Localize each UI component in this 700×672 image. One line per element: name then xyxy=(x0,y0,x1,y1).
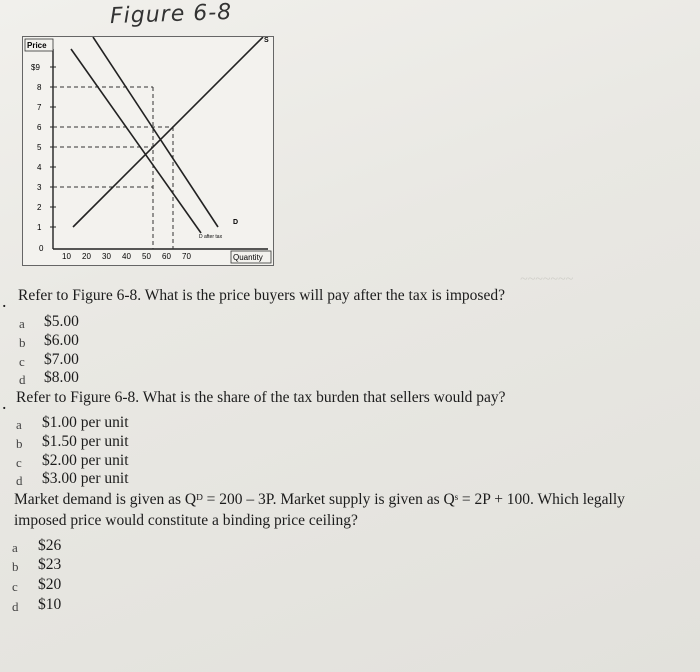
y-tick-7: 7 xyxy=(37,103,42,112)
bleed-through-text: ~~~~~~~ xyxy=(520,272,574,287)
demand-after-tax-label: D after tax xyxy=(199,234,223,240)
demand-curve xyxy=(93,37,218,227)
q2-option-d-letter: d xyxy=(16,473,23,488)
q2-option-d[interactable]: $3.00 per unit xyxy=(42,470,129,487)
supply-demand-diagram xyxy=(23,37,273,265)
y-tick-labels xyxy=(31,63,42,232)
y-tick-6: 6 xyxy=(37,123,42,132)
y-tick-1: 1 xyxy=(37,223,42,232)
origin-label: 0 xyxy=(39,244,44,253)
x-tick-60: 60 xyxy=(162,252,171,261)
y-tick-9: $9 xyxy=(31,63,40,72)
question-2-text: Refer to Figure 6-8. What is the share of the tax burden that sellers would pay? xyxy=(16,389,506,406)
q1-option-c-letter: c xyxy=(19,354,25,369)
y-tick-4: 4 xyxy=(37,163,42,172)
x-tick-50: 50 xyxy=(142,252,151,261)
q3-option-b[interactable]: $23 xyxy=(38,556,62,573)
x-tick-10: 10 xyxy=(62,252,71,261)
x-tick-70: 70 xyxy=(182,252,191,261)
y-tick-8: 8 xyxy=(37,83,42,92)
question-1-bullet: . xyxy=(2,291,7,311)
supply-label: S xyxy=(264,37,269,44)
q3-option-b-letter: b xyxy=(12,559,19,574)
q3-option-d[interactable]: $10 xyxy=(38,596,62,613)
q1-option-b[interactable]: $6.00 xyxy=(44,332,79,349)
q1-option-a-letter: a xyxy=(19,316,25,331)
demand-label: D xyxy=(233,219,239,226)
q3-option-d-letter: d xyxy=(12,599,19,614)
q1-option-a[interactable]: $5.00 xyxy=(44,313,79,330)
q3-option-a[interactable]: $26 xyxy=(38,537,62,554)
question-2-bullet: . xyxy=(2,393,7,413)
demand-after-tax-curve xyxy=(71,49,201,233)
q2-option-b-letter: b xyxy=(16,436,23,451)
question-3-text-line-2: imposed price would constitute a binding price ceiling? xyxy=(14,512,358,529)
x-tick-20: 20 xyxy=(82,252,91,261)
q2-option-b[interactable]: $1.50 per unit xyxy=(42,433,129,450)
y-axis-label: Price xyxy=(27,41,47,50)
q3-option-a-letter: a xyxy=(12,540,18,555)
q1-option-d-letter: d xyxy=(19,372,26,387)
q2-option-c-letter: c xyxy=(16,455,22,470)
q1-option-c[interactable]: $7.00 xyxy=(44,351,79,368)
x-tick-30: 30 xyxy=(102,252,111,261)
q3-option-c[interactable]: $20 xyxy=(38,576,62,593)
q2-option-a-letter: a xyxy=(16,417,22,432)
q1-option-b-letter: b xyxy=(19,335,26,350)
q3-option-c-letter: c xyxy=(12,579,18,594)
figure-6-8-graph xyxy=(22,36,274,266)
y-tick-5: 5 xyxy=(37,143,42,152)
q1-option-d[interactable]: $8.00 xyxy=(44,369,79,386)
q2-option-a[interactable]: $1.00 per unit xyxy=(42,414,129,431)
question-3-text-line-1: Market demand is given as Qᴰ = 200 – 3P. Market supply is given as Qˢ = 2P + 100. Which legally xyxy=(14,491,625,508)
supply-curve xyxy=(73,37,263,227)
y-tick-2: 2 xyxy=(37,203,42,212)
q2-option-c[interactable]: $2.00 per unit xyxy=(42,452,129,469)
handwritten-figure-title: Figure 6-8 xyxy=(109,0,233,30)
y-tick-3: 3 xyxy=(37,183,42,192)
x-axis-label: Quantity xyxy=(233,253,263,262)
x-tick-40: 40 xyxy=(122,252,131,261)
x-tick-labels xyxy=(62,252,191,261)
question-1-text: Refer to Figure 6-8. What is the price buyers will pay after the tax is imposed? xyxy=(18,287,505,304)
